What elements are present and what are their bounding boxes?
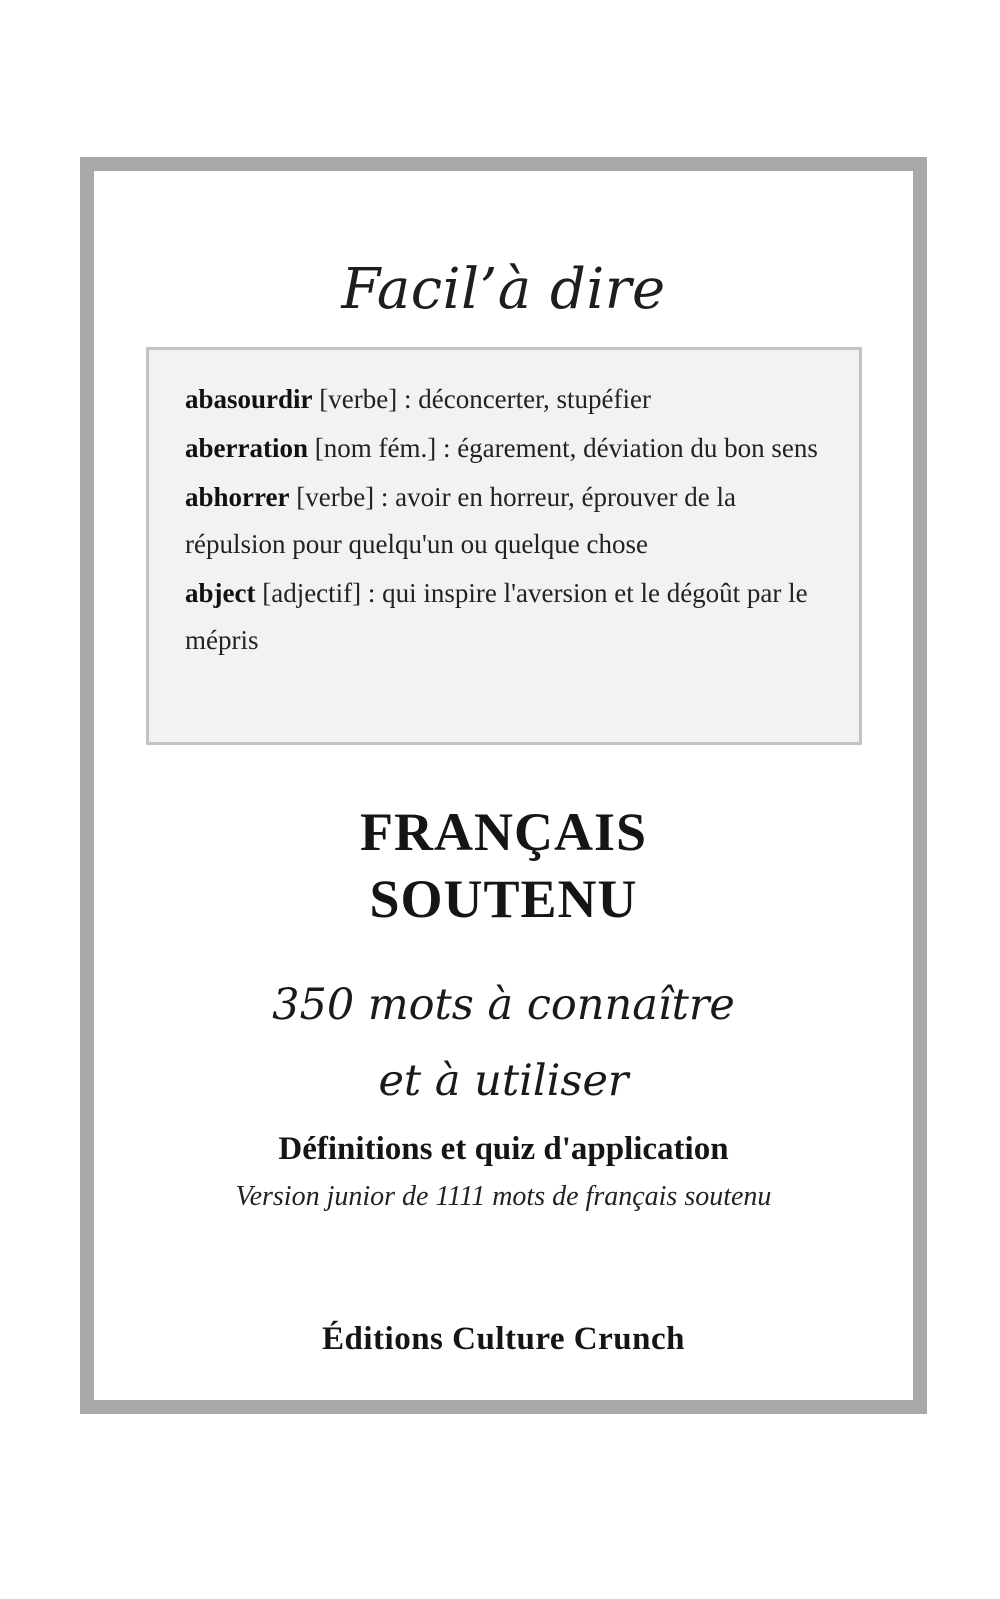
definition-word: abasourdir [185,384,313,414]
subtitle-line: et à utiliser [378,1056,629,1106]
book-cover-frame [80,157,927,1414]
definition-entry [185,376,825,423]
definition-text: [nom fém.] : égarement, déviation du bon sens [307,433,818,463]
main-title-line: FRANÇAIS [359,802,648,862]
publisher-name: Éditions Culture Crunch [322,1321,685,1357]
definition-text: [verbe] : déconcerter, stupéfier [312,384,652,414]
definition-entry [185,474,825,568]
definition-word: aberration [185,433,308,463]
definition-entry [185,425,825,472]
definition-word: abject [185,578,256,608]
definition-text: [verbe] : avoir en horreur, éprouver de la répulsion pour quelqu'un ou quelque chose [185,482,736,559]
subtitle-line: 350 mots à connaître [272,980,735,1030]
definition-word: abhorrer [185,482,290,512]
definition-text: [adjectif] : qui inspire l'aversion et le dégoût par le mépris [185,578,808,655]
series-title: Facil’à dire [341,257,666,322]
version-note: Version junior de 1111 mots de français soutenu [235,1181,772,1212]
definitions-box [146,347,862,745]
subtitle [94,967,913,1119]
definition-entry [185,570,825,664]
tagline: Définitions et quiz d'application [278,1131,729,1167]
main-title-line: SOUTENU [369,869,638,929]
main-title [94,799,913,933]
